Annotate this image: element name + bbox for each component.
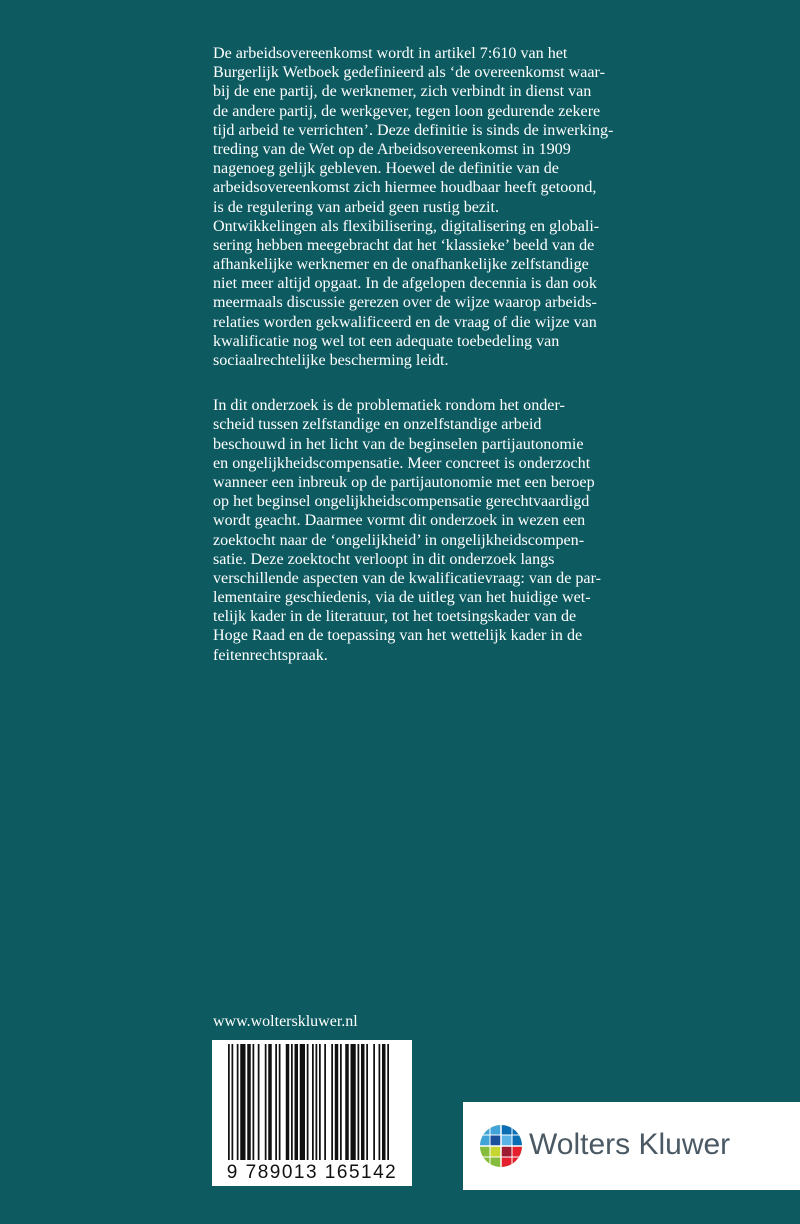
text-line: sering hebben meegebracht dat het ‘klassieke’ beeld van de [213,236,595,254]
text-line: telijk kader in de literatuur, tot het toetsingskader van de [213,608,577,626]
paragraph-gap [213,370,653,396]
globe-logo-icon [478,1123,524,1169]
barcode-bar [295,1044,299,1160]
paragraph-1 [213,44,653,370]
barcode-bar [265,1044,267,1160]
text-line: wanneer een inbreuk op de partijautonomie met een beroep [213,473,595,491]
barcode-bar [240,1044,245,1160]
text-line: op het beginsel ongelijkheidscompensatie gerechtvaardigd [213,493,590,511]
barcode-bar [279,1044,281,1160]
publisher-logo [463,1102,800,1190]
text-line: Hoge Raad en de toepassing van het wettelijk kader in de [213,627,583,645]
barcode-bar [358,1044,360,1160]
barcode-bar [316,1044,318,1160]
barcode-bar [253,1044,255,1160]
barcode-bars [212,1040,412,1162]
text-line: arbeidsovereenkomst zich hiermee houdbaar heeft getoond, [213,179,597,197]
barcode-bar [291,1044,293,1160]
barcode-bar [382,1044,386,1160]
barcode-bar [247,1044,251,1160]
text-line: treding van de Wet op de Arbeidsovereenkomst in 1909 [213,140,571,158]
publisher-name: Wolters Kluwer [529,1128,731,1161]
text-line: verschillende aspecten van de kwalificatievraag: van de par- [213,569,601,587]
text-line: feitenrechtspraak. [213,646,328,664]
barcode-bar [331,1044,333,1160]
text-line: sociaalrechtelijke bescherming leidt. [213,352,449,369]
barcode-bar [319,1044,321,1160]
barcode-bar [228,1044,230,1160]
barcode-bar [373,1044,375,1160]
barcode-bar [345,1044,349,1160]
barcode-bar [300,1044,305,1160]
barcode-bar [232,1044,234,1160]
text-line: De arbeidsovereenkomst wordt in artikel 7:610 van het [213,45,568,62]
barcode-bar [324,1044,326,1160]
barcode-bar [340,1044,342,1160]
back-cover-text [213,44,653,665]
text-line: nagenoeg gelijk gebleven. Hoewel de definitie van de [213,160,559,178]
barcode-bar [387,1044,389,1160]
barcode-bar [286,1044,290,1160]
barcode-bar [268,1044,272,1160]
barcode-bar [335,1044,339,1160]
text-line: beschouwd in het licht van de beginselen partijautonomie [213,435,584,453]
text-line: en ongelijkheidscompensatie. Meer concreet is onderzocht [213,454,591,472]
text-line: lementaire geschiedenis, via de uitleg van het huidige wet- [213,589,591,607]
text-line: de andere partij, de werkgever, tegen loon gedurende zekere [213,102,601,120]
barcode-bar [237,1044,239,1160]
text-line: wordt geacht. Daarmee vormt dit onderzoek in wezen een [213,512,586,530]
text-line: kwalificatie nog wel tot een adequate toebedeling van [213,332,560,350]
text-line: relaties worden gekwalificeerd en de vraag of die wijze van [213,313,597,331]
text-line: Burgerlijk Wetboek gedefinieerd als ‘de overeenkomst waar- [213,64,605,82]
text-line: scheid tussen zelfstandige en onzelfstandige arbeid [213,416,542,434]
barcode-bar [312,1044,314,1160]
barcode-bar [351,1044,356,1160]
barcode-bar [379,1044,381,1160]
barcode-bar [275,1044,277,1160]
isbn-barcode [212,1040,412,1186]
isbn-number: 9 789013 165142 [226,1162,398,1183]
text-line: zoektocht naar de ‘ongelijkheid’ in ongelijkheidscompen- [213,531,585,549]
text-line: tijd arbeid te verrichten’. Deze definitie is sinds de inwerking- [213,121,614,139]
text-line: satie. Deze zoektocht verloopt in dit onderzoek langs [213,550,555,568]
text-line: bij de ene partij, de werknemer, zich verbindt in dienst van [213,83,592,101]
barcode-bar [366,1044,368,1160]
barcode-bar [258,1044,260,1160]
barcode-bar [307,1044,309,1160]
text-line: meermaals discussie gerezen over de wijze waarop arbeids- [213,294,597,312]
text-line: In dit onderzoek is de problematiek rondom het onder- [213,397,565,415]
barcode-bar [361,1044,365,1160]
text-line: afhankelijke werknemer en de onafhankelijke zelfstandige [213,256,589,274]
text-line: Ontwikkelingen als flexibilisering, digitalisering en globali- [213,217,600,235]
text-line: niet meer altijd opgaat. In de afgelopen decennia is dan ook [213,275,597,293]
text-line: is de regulering van arbeid geen rustig bezit. [213,198,500,216]
paragraph-2 [213,396,653,665]
publisher-url[interactable]: www.wolterskluwer.nl [213,1013,358,1030]
